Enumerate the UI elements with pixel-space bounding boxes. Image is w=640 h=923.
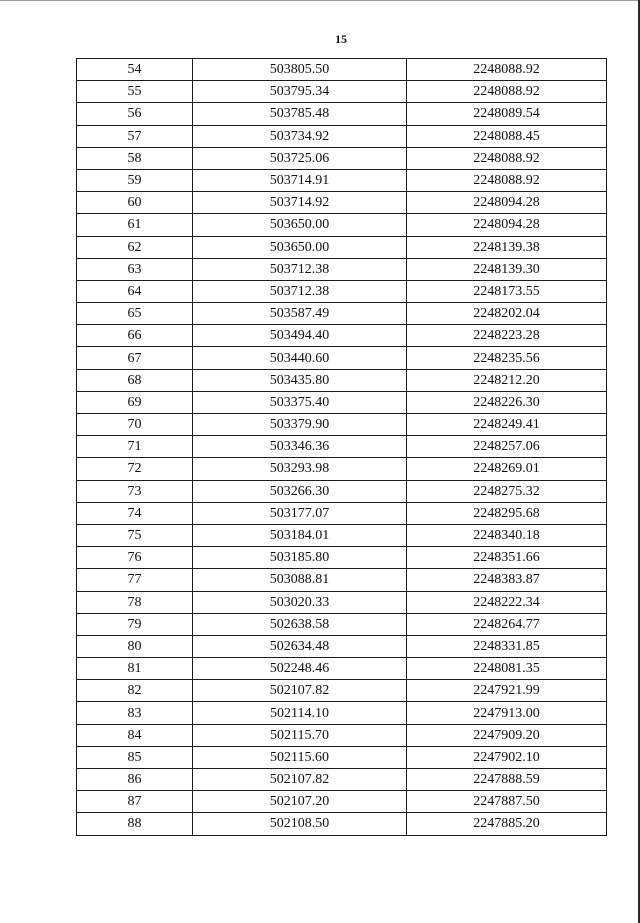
x-coordinate-cell: 502115.70 — [193, 724, 407, 746]
point-number-cell: 78 — [77, 591, 193, 613]
y-coordinate-cell: 2248202.04 — [407, 303, 607, 325]
x-coordinate-cell: 503020.33 — [193, 591, 407, 613]
y-coordinate-cell: 2248139.38 — [407, 236, 607, 258]
table-row — [77, 702, 607, 724]
y-coordinate-cell: 2247902.10 — [407, 746, 607, 768]
y-coordinate-cell: 2248139.30 — [407, 258, 607, 280]
y-coordinate-cell: 2248094.28 — [407, 214, 607, 236]
point-number-cell: 88 — [77, 813, 193, 835]
y-coordinate-cell: 2248222.34 — [407, 591, 607, 613]
point-number-cell: 82 — [77, 680, 193, 702]
point-number-cell: 80 — [77, 635, 193, 657]
y-coordinate-cell: 2248340.18 — [407, 524, 607, 546]
y-coordinate-cell: 2248088.92 — [407, 147, 607, 169]
coordinates-table — [76, 58, 607, 836]
point-number-cell: 72 — [77, 458, 193, 480]
point-number-cell: 71 — [77, 436, 193, 458]
y-coordinate-cell: 2248088.92 — [407, 81, 607, 103]
y-coordinate-cell: 2247885.20 — [407, 813, 607, 835]
table-row — [77, 658, 607, 680]
table-row — [77, 791, 607, 813]
page-number: 15 — [335, 32, 347, 46]
x-coordinate-cell: 503375.40 — [193, 391, 407, 413]
x-coordinate-cell: 502108.50 — [193, 813, 407, 835]
x-coordinate-cell: 503712.38 — [193, 258, 407, 280]
table-row — [77, 436, 607, 458]
point-number-cell: 65 — [77, 303, 193, 325]
point-number-cell: 55 — [77, 81, 193, 103]
point-number-cell: 59 — [77, 169, 193, 191]
point-number-cell: 73 — [77, 480, 193, 502]
y-coordinate-cell: 2248257.06 — [407, 436, 607, 458]
point-number-cell: 56 — [77, 103, 193, 125]
point-number-cell: 69 — [77, 391, 193, 413]
y-coordinate-cell: 2248089.54 — [407, 103, 607, 125]
table-row — [77, 147, 607, 169]
y-coordinate-cell: 2248223.28 — [407, 325, 607, 347]
y-coordinate-cell: 2248249.41 — [407, 414, 607, 436]
point-number-cell: 74 — [77, 502, 193, 524]
table-row — [77, 81, 607, 103]
point-number-cell: 87 — [77, 791, 193, 813]
x-coordinate-cell: 502248.46 — [193, 658, 407, 680]
table-row — [77, 547, 607, 569]
point-number-cell: 86 — [77, 769, 193, 791]
table-row — [77, 192, 607, 214]
table-row — [77, 236, 607, 258]
point-number-cell: 63 — [77, 258, 193, 280]
table-row — [77, 569, 607, 591]
y-coordinate-cell: 2248331.85 — [407, 635, 607, 657]
point-number-cell: 75 — [77, 524, 193, 546]
x-coordinate-cell: 503795.34 — [193, 81, 407, 103]
table-row — [77, 59, 607, 81]
point-number-cell: 68 — [77, 369, 193, 391]
point-number-cell: 58 — [77, 147, 193, 169]
table-row — [77, 458, 607, 480]
table-row — [77, 524, 607, 546]
point-number-cell: 79 — [77, 613, 193, 635]
coordinates-table-body — [77, 59, 607, 836]
point-number-cell: 64 — [77, 280, 193, 302]
x-coordinate-cell: 502107.82 — [193, 680, 407, 702]
table-row — [77, 613, 607, 635]
point-number-cell: 76 — [77, 547, 193, 569]
table-row — [77, 591, 607, 613]
point-number-cell: 81 — [77, 658, 193, 680]
table-row — [77, 813, 607, 835]
x-coordinate-cell: 503177.07 — [193, 502, 407, 524]
x-coordinate-cell: 502107.82 — [193, 769, 407, 791]
point-number-cell: 83 — [77, 702, 193, 724]
x-coordinate-cell: 503734.92 — [193, 125, 407, 147]
point-number-cell: 67 — [77, 347, 193, 369]
table-row — [77, 724, 607, 746]
point-number-cell: 54 — [77, 59, 193, 81]
point-number-cell: 77 — [77, 569, 193, 591]
y-coordinate-cell: 2248235.56 — [407, 347, 607, 369]
x-coordinate-cell: 503266.30 — [193, 480, 407, 502]
y-coordinate-cell: 2248088.92 — [407, 59, 607, 81]
x-coordinate-cell: 503650.00 — [193, 236, 407, 258]
table-row — [77, 258, 607, 280]
point-number-cell: 84 — [77, 724, 193, 746]
point-number-cell: 57 — [77, 125, 193, 147]
point-number-cell: 85 — [77, 746, 193, 768]
x-coordinate-cell: 502114.10 — [193, 702, 407, 724]
point-number-cell: 60 — [77, 192, 193, 214]
y-coordinate-cell: 2247887.50 — [407, 791, 607, 813]
y-coordinate-cell: 2248212.20 — [407, 369, 607, 391]
table-row — [77, 369, 607, 391]
y-coordinate-cell: 2248383.87 — [407, 569, 607, 591]
x-coordinate-cell: 503088.81 — [193, 569, 407, 591]
y-coordinate-cell: 2248081.35 — [407, 658, 607, 680]
x-coordinate-cell: 502634.48 — [193, 635, 407, 657]
y-coordinate-cell: 2247913.00 — [407, 702, 607, 724]
x-coordinate-cell: 503185.80 — [193, 547, 407, 569]
point-number-cell: 70 — [77, 414, 193, 436]
x-coordinate-cell: 503714.91 — [193, 169, 407, 191]
y-coordinate-cell: 2248173.55 — [407, 280, 607, 302]
x-coordinate-cell: 503379.90 — [193, 414, 407, 436]
table-row — [77, 325, 607, 347]
x-coordinate-cell: 503725.06 — [193, 147, 407, 169]
x-coordinate-cell: 503293.98 — [193, 458, 407, 480]
x-coordinate-cell: 503435.80 — [193, 369, 407, 391]
x-coordinate-cell: 503805.50 — [193, 59, 407, 81]
y-coordinate-cell: 2248275.32 — [407, 480, 607, 502]
y-coordinate-cell: 2248088.45 — [407, 125, 607, 147]
x-coordinate-cell: 503650.00 — [193, 214, 407, 236]
y-coordinate-cell: 2248295.68 — [407, 502, 607, 524]
table-row — [77, 103, 607, 125]
table-row — [77, 169, 607, 191]
x-coordinate-cell: 502107.20 — [193, 791, 407, 813]
table-row — [77, 480, 607, 502]
y-coordinate-cell: 2248226.30 — [407, 391, 607, 413]
x-coordinate-cell: 503494.40 — [193, 325, 407, 347]
point-number-cell: 61 — [77, 214, 193, 236]
x-coordinate-cell: 503712.38 — [193, 280, 407, 302]
x-coordinate-cell: 502115.60 — [193, 746, 407, 768]
x-coordinate-cell: 503714.92 — [193, 192, 407, 214]
table-row — [77, 347, 607, 369]
table-row — [77, 635, 607, 657]
table-row — [77, 746, 607, 768]
y-coordinate-cell: 2247921.99 — [407, 680, 607, 702]
point-number-cell: 62 — [77, 236, 193, 258]
table-row — [77, 502, 607, 524]
x-coordinate-cell: 503587.49 — [193, 303, 407, 325]
table-row — [77, 280, 607, 302]
x-coordinate-cell: 503785.48 — [193, 103, 407, 125]
table-row — [77, 214, 607, 236]
y-coordinate-cell: 2248094.28 — [407, 192, 607, 214]
y-coordinate-cell: 2247888.59 — [407, 769, 607, 791]
y-coordinate-cell: 2248351.66 — [407, 547, 607, 569]
x-coordinate-cell: 503346.36 — [193, 436, 407, 458]
x-coordinate-cell: 502638.58 — [193, 613, 407, 635]
x-coordinate-cell: 503440.60 — [193, 347, 407, 369]
point-number-cell: 66 — [77, 325, 193, 347]
x-coordinate-cell: 503184.01 — [193, 524, 407, 546]
y-coordinate-cell: 2247909.20 — [407, 724, 607, 746]
y-coordinate-cell: 2248269.01 — [407, 458, 607, 480]
table-row — [77, 680, 607, 702]
page-top-edge — [0, 0, 640, 1]
table-row — [77, 303, 607, 325]
table-row — [77, 391, 607, 413]
table-row — [77, 125, 607, 147]
y-coordinate-cell: 2248088.92 — [407, 169, 607, 191]
y-coordinate-cell: 2248264.77 — [407, 613, 607, 635]
table-row — [77, 414, 607, 436]
table-row — [77, 769, 607, 791]
